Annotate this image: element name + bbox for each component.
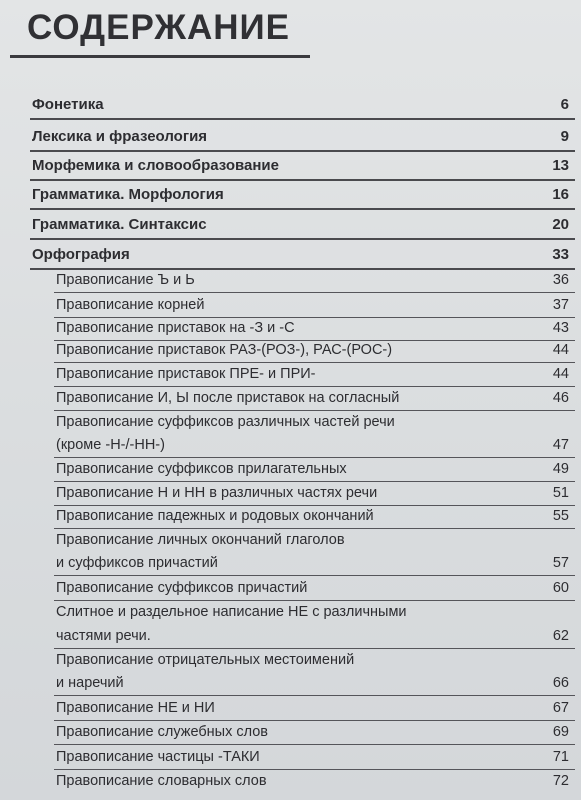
toc-section-label: Грамматика. Морфология bbox=[32, 186, 224, 203]
toc-subsection-page: 67 bbox=[552, 700, 569, 716]
toc-subsection-page: 47 bbox=[552, 437, 569, 453]
toc-subsection-page: 55 bbox=[552, 508, 569, 524]
toc-section-page: 13 bbox=[552, 157, 569, 174]
toc-section-page: 16 bbox=[552, 186, 569, 203]
toc-subsection-page: 46 bbox=[552, 390, 569, 406]
toc-row-divider bbox=[30, 118, 575, 120]
toc-subsection-page: 43 bbox=[552, 320, 569, 336]
toc-subsection-page: 36 bbox=[552, 272, 569, 288]
toc-section-label: Фонетика bbox=[32, 96, 104, 113]
toc-subsection-label: Правописание Ъ и Ь bbox=[56, 272, 195, 288]
toc-subsection-label: Правописание суффиксов различных частей речи bbox=[56, 414, 395, 430]
toc-subsection-label: (кроме -Н-/-НН-) bbox=[56, 437, 165, 453]
toc-subsection-page: 60 bbox=[552, 580, 569, 596]
toc-subsection-label: Правописание личных окончаний глаголов bbox=[56, 532, 345, 548]
toc-subsection-page: 44 bbox=[552, 366, 569, 382]
toc-subsection-page: 71 bbox=[552, 749, 569, 765]
toc-subsection-page: 49 bbox=[552, 461, 569, 477]
toc-subsection-label: Правописание суффиксов прилагательных bbox=[56, 461, 347, 477]
toc-subsection-label: Правописание Н и НН в различных частях речи bbox=[56, 485, 378, 501]
toc-row-divider bbox=[30, 179, 575, 181]
toc-subsection-label: Правописание отрицательных местоимений bbox=[56, 652, 355, 668]
toc-row-divider bbox=[54, 292, 575, 293]
toc-subsection-label: и суффиксов причастий bbox=[56, 555, 218, 571]
page-title: СОДЕРЖАНИЕ bbox=[27, 8, 291, 47]
toc-row-divider bbox=[54, 744, 575, 745]
toc-subsection-page: 51 bbox=[552, 485, 569, 501]
toc-section-label: Лексика и фразеология bbox=[32, 128, 208, 145]
toc-subsection-label: Правописание приставок ПРЕ- и ПРИ- bbox=[56, 366, 316, 382]
toc-row-divider bbox=[54, 720, 575, 721]
toc-row-divider bbox=[30, 208, 575, 210]
toc-section-label: Грамматика. Синтаксис bbox=[32, 216, 207, 233]
toc-row-divider bbox=[30, 268, 575, 270]
toc-subsection-page: 72 bbox=[552, 773, 569, 789]
toc-row-divider bbox=[54, 575, 575, 576]
toc-subsection-label: Правописание частицы -ТАКИ bbox=[56, 749, 260, 765]
toc-row-divider bbox=[30, 238, 575, 240]
toc-subsection-label: и наречий bbox=[56, 675, 124, 691]
toc-row-divider bbox=[54, 362, 575, 363]
toc-subsection-page: 66 bbox=[552, 675, 569, 691]
toc-row-divider bbox=[54, 769, 575, 770]
toc-row-divider bbox=[54, 457, 575, 458]
toc-subsection-page: 62 bbox=[552, 628, 569, 644]
toc-row-divider bbox=[54, 317, 575, 318]
toc-subsection-label: Слитное и раздельное написание НЕ с различными bbox=[56, 604, 407, 620]
toc-subsection-label: Правописание суффиксов причастий bbox=[56, 580, 308, 596]
toc-subsection-label: частями речи. bbox=[56, 628, 151, 644]
toc-subsection-label: Правописание приставок РАЗ-(РОЗ-), РАС-(РОС-) bbox=[56, 342, 393, 358]
toc-subsection-label: Правописание служебных слов bbox=[56, 724, 268, 740]
toc-row-divider bbox=[54, 481, 575, 482]
toc-row-divider bbox=[54, 528, 575, 529]
toc-subsection-label: Правописание НЕ и НИ bbox=[56, 700, 215, 716]
toc-subsection-label: Правописание приставок на -З и -С bbox=[56, 320, 295, 336]
toc-subsection-label: Правописание словарных слов bbox=[56, 773, 267, 789]
toc-section-label: Орфография bbox=[32, 246, 130, 263]
toc-section-page: 33 bbox=[552, 246, 569, 263]
toc-row-divider bbox=[54, 410, 575, 411]
toc-section-page: 6 bbox=[560, 96, 569, 113]
toc-subsection-label: Правописание падежных и родовых окончаний bbox=[56, 508, 374, 524]
toc-subsection-label: Правописание корней bbox=[56, 297, 205, 313]
toc-section-page: 9 bbox=[560, 128, 569, 145]
toc-subsection-page: 44 bbox=[552, 342, 569, 358]
toc-subsection-label: Правописание И, Ы после приставок на согласный bbox=[56, 390, 400, 406]
toc-row-divider bbox=[30, 150, 575, 152]
toc-subsection-page: 57 bbox=[552, 555, 569, 571]
toc-subsection-page: 69 bbox=[552, 724, 569, 740]
toc-row-divider bbox=[54, 505, 575, 506]
toc-row-divider bbox=[54, 340, 575, 341]
toc-subsection-page: 37 bbox=[552, 297, 569, 313]
toc-row-divider bbox=[54, 648, 575, 649]
toc-row-divider bbox=[54, 600, 575, 601]
toc-row-divider bbox=[54, 695, 575, 696]
toc-section-label: Морфемика и словообразование bbox=[32, 157, 279, 174]
toc-section-page: 20 bbox=[552, 216, 569, 233]
toc-row-divider bbox=[54, 386, 575, 387]
